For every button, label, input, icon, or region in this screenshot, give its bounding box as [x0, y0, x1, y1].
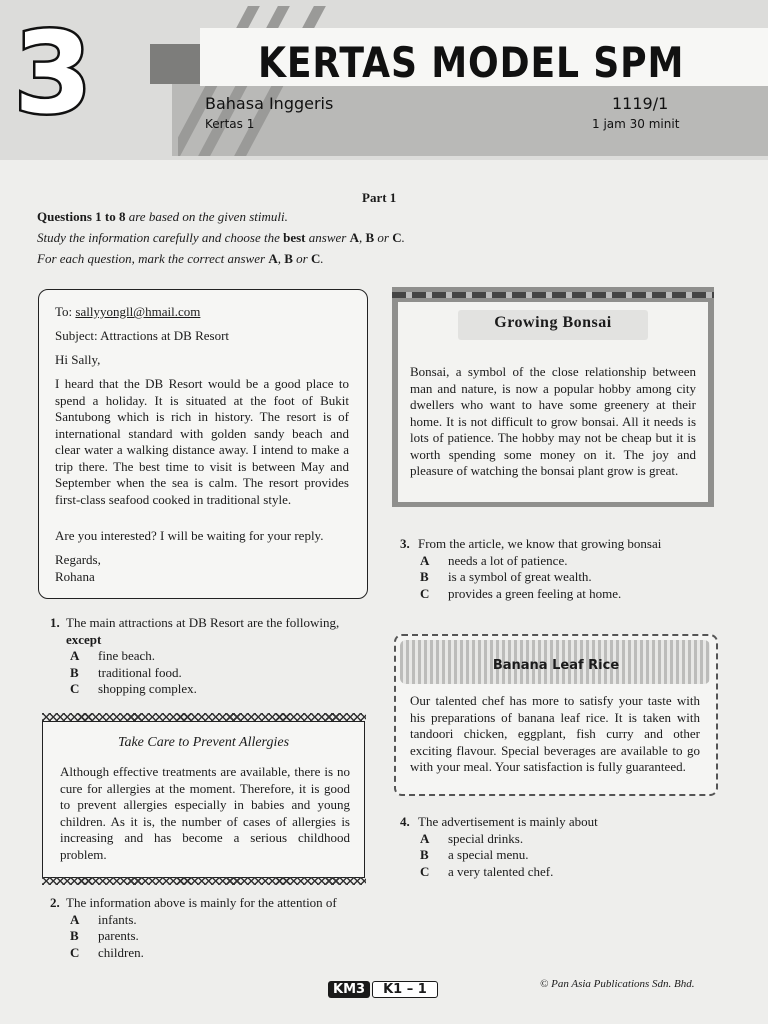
- copyright: © Pan Asia Publications Sdn. Bhd.: [540, 978, 695, 990]
- q2-option-c[interactable]: C children.: [70, 944, 144, 960]
- banana-title: Banana Leaf Rice: [492, 658, 620, 673]
- banana-body: Our talented chef has more to satisfy your taste with his preparations of banana leaf rice. It is taken with tandoori chicken, eggplant, fish curry and other exciting flavour. Special beverages are available to go with your meal. Your satisfaction is fully guaranteed.: [410, 693, 700, 774]
- q1-option-b[interactable]: B traditional food.: [70, 664, 182, 680]
- q4-stem: The advertisement is mainly about: [418, 814, 598, 829]
- page-number-badge: [328, 980, 438, 998]
- paper-code: 1119/1: [612, 94, 669, 113]
- email-sender: Rohana: [55, 569, 95, 584]
- q1-option-c[interactable]: C shopping complex.: [70, 681, 197, 696]
- email-subject: Subject: Attractions at DB Resort: [55, 328, 230, 343]
- page-title: KERTAS MODEL SPM: [258, 38, 685, 87]
- email-box: [38, 289, 368, 599]
- instruction-line-3: For each question, mark the correct answer A, B or C.: [37, 251, 324, 266]
- allergy-border-bottom: [42, 877, 366, 885]
- bonsai-box: [398, 302, 708, 502]
- paper-label: Kertas 1: [205, 117, 255, 131]
- q2-option-a[interactable]: A infants.: [70, 911, 137, 927]
- km-badge: KM3: [328, 981, 370, 998]
- q3-option-c[interactable]: C provides a green feeling at home.: [420, 585, 622, 601]
- q3-option-a[interactable]: A needs a lot of patience.: [420, 552, 568, 568]
- q2-stem: The information above is mainly for the attention of: [66, 895, 337, 910]
- email-body: I heard that the DB Resort would be a good place to spend a holiday. It is situated at the foot of Bukit Santubong which is rich in history. The resort is of international standard with golden sandy beach and clear water a walking distance away. I intend to make a trip there. The best time to visit is between May and September when the sea is calm. The resort provides first-class seafood cooked in traditional style.: [55, 376, 349, 507]
- q4-option-b[interactable]: B a special menu.: [420, 847, 529, 862]
- allergy-border-top: [42, 713, 366, 721]
- q3-stem: From the article, we know that growing bonsai: [418, 536, 662, 551]
- bonsai-body: Bonsai, a symbol of the close relationship between man and nature, is now a popular hobby among city dwellers who want to have some greenery at their home. It is not difficult to grow bonsai. All it needs is lots of patience. The hobby may not be cheap but it is worth spending some money on it. The joy and pleasure of watching the bonsai plant grow is great.: [410, 364, 696, 478]
- question-3: 3. From the article, we know that growing bonsai A needs a lot of patience. B is a symbol of great wealth. C provides a green feeling at home.: [400, 536, 720, 602]
- paper-number: 3: [14, 9, 92, 139]
- allergy-body: Although effective treatments are available, there is no cure for allergies at the moment. Therefore, it is good to prevent allergies especially in babies and young children. As it is, the number of cases of allergies is increasing and has become a serious childhood problem.: [60, 764, 350, 862]
- allergy-title: Take Care to Prevent Allergies: [117, 735, 290, 750]
- instruction-line-1: Questions 1 to 8 are based on the given stimuli.: [37, 209, 288, 224]
- email-closing: Regards,: [55, 552, 101, 567]
- question-4: 4. The advertisement is mainly about A special drinks. B a special menu. C a very talented chef.: [400, 814, 720, 880]
- email-to: To: sallyyongll@hmail.com: [55, 304, 201, 319]
- bonsai-frame-stripe: [392, 292, 714, 298]
- page-number: K1 – 1: [372, 981, 438, 998]
- bonsai-title: Growing Bonsai: [494, 314, 612, 331]
- allergy-box: [42, 721, 365, 878]
- q1-stem: The main attractions at DB Resort are the following,: [66, 615, 340, 630]
- paper-duration: 1 jam 30 minit: [592, 117, 680, 131]
- ghost-text: [432, 142, 722, 156]
- q3-option-b[interactable]: B is a symbol of great wealth.: [420, 569, 592, 584]
- question-1: 1. The main attractions at DB Resort are the following, except A fine beach. B traditional food. C shopping complex.: [50, 615, 370, 698]
- q4-option-c[interactable]: C a very talented chef.: [420, 863, 554, 879]
- email-address-link[interactable]: sallyyongll@hmail.com: [75, 304, 201, 319]
- email-question: Are you interested? I will be waiting for your reply.: [55, 528, 324, 543]
- question-2: 2. The information above is mainly for the attention of A infants. B parents. C children.: [50, 895, 370, 961]
- instruction-line-2: Study the information carefully and choose the best answer A, B or C.: [37, 230, 405, 245]
- banana-box: [394, 634, 718, 796]
- q1-stem-emphasis: except: [66, 631, 102, 647]
- q2-option-b[interactable]: B parents.: [70, 928, 139, 943]
- email-greeting: Hi Sally,: [55, 352, 101, 367]
- subject-name: Bahasa Inggeris: [205, 94, 334, 113]
- part-heading: Part 1: [362, 190, 397, 205]
- q1-option-a[interactable]: A fine beach.: [70, 648, 156, 663]
- q4-option-a[interactable]: A special drinks.: [420, 830, 524, 846]
